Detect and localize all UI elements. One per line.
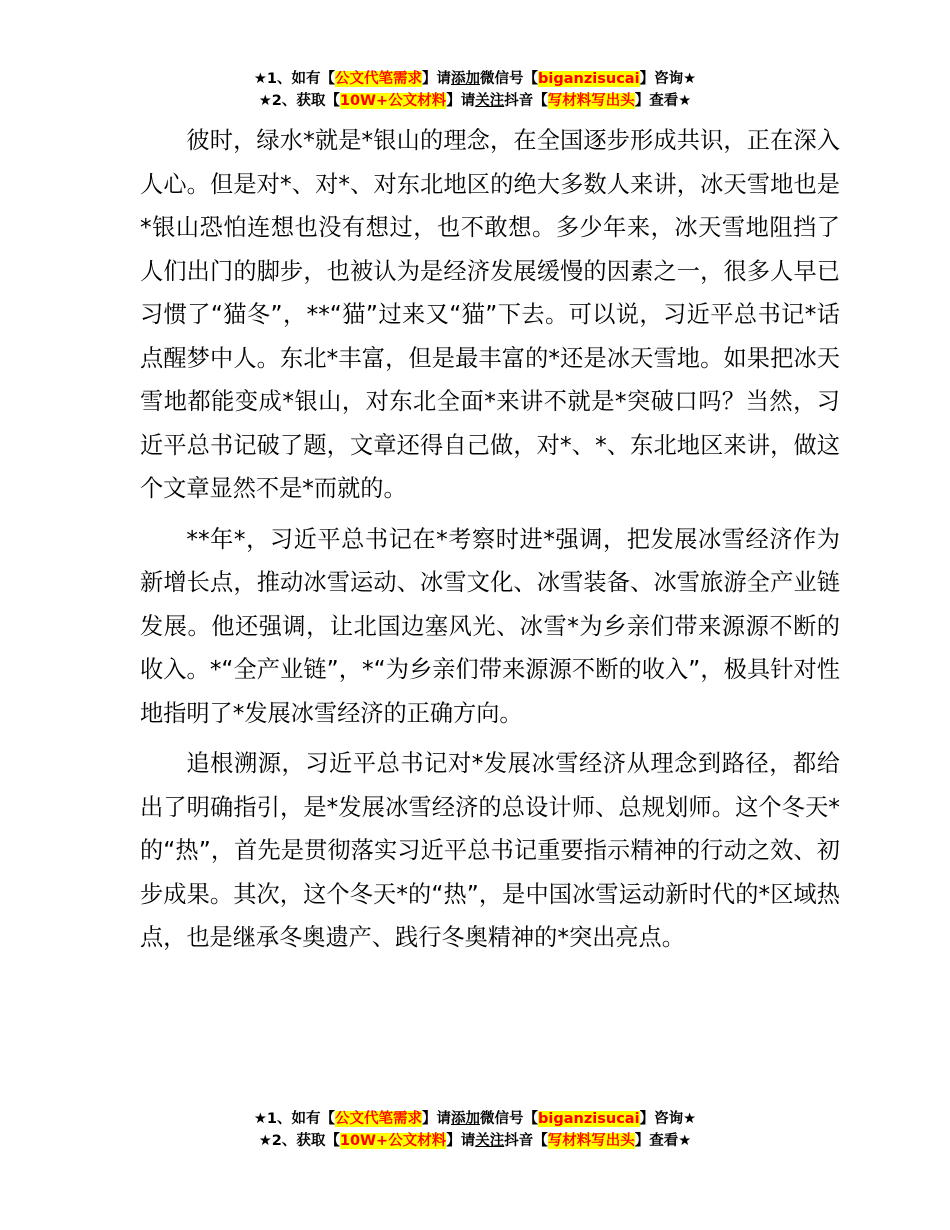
wechat-id-highlight: biganzisucai [538, 71, 640, 87]
paragraph-2: **年*，习近平总书记在*考察时进*强调，把发展冰雪经济作为新增长点，推动冰雪运动、冰雪文化、冰雪装备、冰雪旅游全产业链发展。他还强调，让北国边塞风光、冰雪*为乡亲们带来源源不断的收入。*“全产业链”，*“为乡亲们带来源源不断的收入”，极具针对性地指明了*发展冰雪经济的正确方向。 [140, 525, 840, 727]
header-banner [0, 68, 950, 112]
materials-highlight: 10W+公文材料 [339, 93, 447, 109]
header-banner-line-2: ★2、获取【10W+公文材料】请关注抖音【写材料写出头】查看★ [258, 93, 692, 109]
header-banner-line-1: ★1、如有【公文代笔需求】请添加微信号【biganzisucai】咨询★ [253, 71, 697, 87]
document-body [140, 119, 840, 967]
materials-highlight: 10W+公文材料 [339, 1133, 447, 1149]
paragraph-1: 彼时，绿水*就是*银山的理念，在全国逐步形成共识，正在深入人心。但是对*、对*、对东北地区的绝大多数人来讲，冰天雪地也是*银山恐怕连想也没有想过，也不敢想。多少年来，冰天雪地阻挡了人们出门的脚步，也被认为是经济发展缓慢的因素之一，很多人早已习惯了“猫冬”，**“猫”过来又“猫”下去。可以说，习近平总书记*话点醒梦中人。东北*丰富，但是最丰富的*还是冰天雪地。如果把冰天雪地都能变成*银山，对东北全面*来讲不就是*突破口吗？当然，习近平总书记破了题，文章还得自己做，对*、*、东北地区来讲，做这个文章显然不是*而就的。 [140, 127, 840, 502]
ghostwriting-highlight: 公文代笔需求 [335, 1111, 423, 1127]
douyin-account-highlight: 写材料写出头 [547, 93, 635, 109]
paragraph-3: 追根溯源，习近平总书记对*发展冰雪经济从理念到路径，都给出了明确指引，是*发展冰雪经济的总设计师、总规划师。这个冬天*的“热”，首先是贯彻落实习近平总书记重要指示精神的行动之效、初步成果。其次，这个冬天*的“热”，是中国冰雪运动新时代的*区域热点，也是继承冬奥遗产、践行冬奥精神的*突出亮点。 [140, 750, 840, 951]
footer-banner-line-1: ★1、如有【公文代笔需求】请添加微信号【biganzisucai】咨询★ [253, 1111, 697, 1127]
footer-banner-line-2: ★2、获取【10W+公文材料】请关注抖音【写材料写出头】查看★ [258, 1133, 692, 1149]
wechat-id-highlight: biganzisucai [538, 1111, 640, 1127]
douyin-account-highlight: 写材料写出头 [547, 1133, 635, 1149]
ghostwriting-highlight: 公文代笔需求 [335, 71, 423, 87]
footer-banner [0, 1108, 950, 1152]
